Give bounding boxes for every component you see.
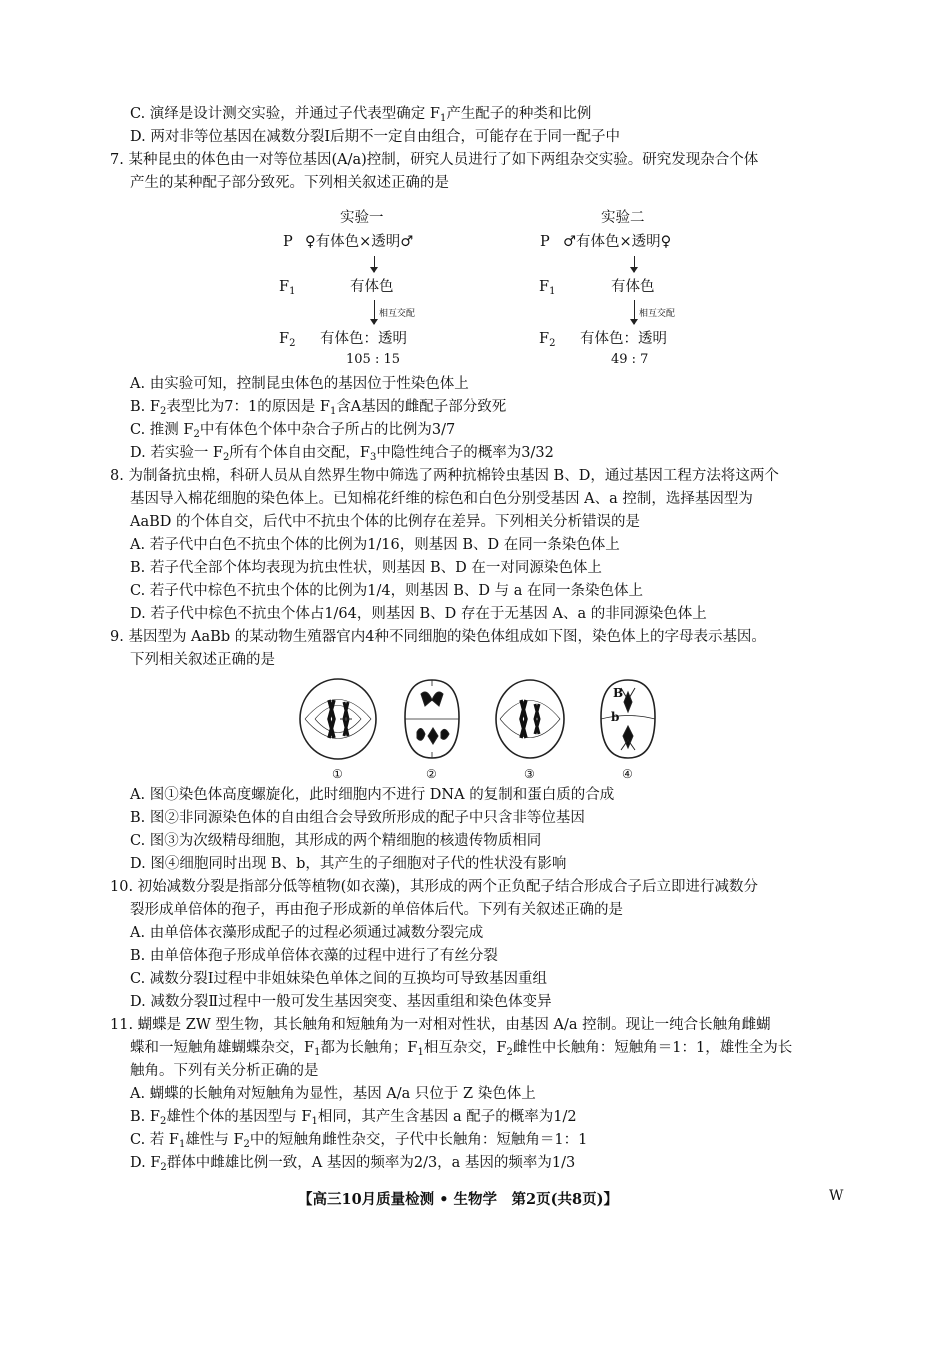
q7-option-c: C. 推测 $F_2$中有体色个体中杂合子所占的比例为3/7 [130,422,456,440]
q8-stem-line2: 基因导入棉花细胞的染色体上。已知棉花纤维的棕色和白色分别受基因 A、a 控制，选择基因型为 [130,491,753,507]
exp1-arrow-1 [374,256,375,272]
q10-option-d: D. 减数分裂Ⅱ过程中一般可发生基因突变、基因重组和染色体变异 [130,994,552,1010]
q9-stem-line2: 下列相关叙述正确的是 [130,652,275,668]
q8-option-c: C. 若子代中棕色不抗虫个体的比例为1/4，则基因 B、D 与 a 在同一条染色体上 [130,583,643,599]
q6-option-d: D. 两对非等位基因在减数分裂Ⅰ后期不一定自由组合，可能存在于同一配子中 [130,129,621,145]
exp2-p-label: P [540,234,550,250]
q7-option-b: B. $F_2$表型比为7：1的原因是 $F_1$含A基因的雌配子部分致死 [130,399,507,417]
q11-option-d: D. $F_2$群体中雌雄比例一致，A 基因的频率为2/3，a 基因的频率为1/3 [130,1155,576,1173]
cell-2-label: ② [426,767,437,781]
q10-option-a: A. 由单倍体衣藻形成配子的过程必须通过减数分裂完成 [130,925,484,941]
q10-stem-line1: 10. 初始减数分裂是指部分低等植物(如衣藻)，其形成的两个正负配子结合形成合子后立即进行减数分 [110,879,758,895]
q7-option-d: D. 若实验一 $F_2$所有个体自由交配，$F_3$中隐性纯合子的概率为3/32 [130,445,554,463]
exp1-ratio: 105 : 15 [346,352,400,367]
q11-stem-line3: 触角。下列有关分析正确的是 [130,1063,319,1079]
q11-option-a: A. 蝴蝶的长触角对短触角为显性，基因 A/a 只位于 Z 染色体上 [130,1086,536,1102]
q8-option-b: B. 若子代全部个体均表现为抗虫性状，则基因 B、D 在一对同源染色体上 [130,560,602,576]
cell-4-letter-b-upper: B [613,686,624,700]
exp1-p-label: P [283,234,293,250]
exp2-f1-label: $F_1$ [539,279,556,297]
exp1-f2-value: 有体色：透明 [320,331,407,347]
q8-option-a: A. 若子代中白色不抗虫个体的比例为1/16，则基因 B、D 在同一条染色体上 [130,537,620,553]
paper-version-code: W [829,1188,844,1204]
exp2-f2-label: $F_2$ [539,331,556,349]
q7-stem-line2: 产生的某种配子部分致死。下列相关叙述正确的是 [130,175,449,191]
q6-option-c: C. 演绎是设计测交实验，并通过子代表型确定 $F_1$产生配子的种类和比例 [130,106,592,124]
exp2-p-cross: ♂有体色×透明♀ [563,234,672,250]
cell-4-label: ④ [622,767,633,781]
cell-4-letter-b-lower: b [611,710,620,724]
exp1-p-cross: ♀有体色×透明♂ [305,234,414,250]
exp1-f1-label: $F_1$ [279,279,296,297]
cell-diagrams [295,672,665,787]
cell-1-label: ① [332,767,343,781]
q8-stem-line3: AaBD 的个体自交，后代中不抗虫个体的比例存在差异。下列相关分析错误的是 [130,514,641,530]
q11-option-b: B. $F_2$雄性个体的基因型与 $F_1$相同，其产生含基因 a 配子的概率为1/2 [130,1109,577,1127]
exp2-arrow-1 [634,256,635,272]
exp1-f1-value: 有体色 [350,279,394,295]
q9-option-a: A. 图①染色体高度螺旋化，此时细胞内不进行 DNA 的复制和蛋白质的合成 [130,787,615,803]
exp2-f1-value: 有体色 [611,279,655,295]
q10-stem-line2: 裂形成单倍体的孢子，再由孢子形成新的单倍体后代。下列有关叙述正确的是 [130,902,623,918]
q9-stem-line1: 9. 基因型为 AaBb 的某动物生殖器官内4种不同细胞的染色体组成如下图，染色体上的字母表示基因。 [110,629,766,645]
exp1-f2-label: $F_2$ [279,331,296,349]
q9-option-b: B. 图②非同源染色体的自由组合会导致所形成的配子中只含非等位基因 [130,810,585,826]
cell-figures-svg [295,672,665,767]
page-footer: 【高三10月质量检测 • 生物学 第2页(共8页)】 [298,1191,618,1208]
q8-option-d: D. 若子代中棕色不抗虫个体占1/64，则基因 B、D 存在于无基因 A、a 的非同源染色体上 [130,606,707,622]
q10-option-c: C. 减数分裂Ⅰ过程中非姐妹染色单体之间的互换均可导致基因重组 [130,971,548,987]
exp2-title: 实验二 [601,210,645,226]
exp1-note: 相互交配 [379,309,416,319]
cell-4-figure [601,680,655,758]
q11-stem-line1: 11. 蝴蝶是 ZW 型生物，其长触角和短触角为一对相对性状，由基因 A/a 控制。现让一纯合长触角雌蝴 [110,1017,771,1033]
q11-stem-line2: 蝶和一短触角雄蝴蝶杂交，$F_1$都为长触角；$F_1$相互杂交，$F_2$雌性中长触角：短触角＝1：1，雄性全为长 [130,1040,793,1058]
exp2-ratio: 49 : 7 [611,352,649,367]
q11-option-c: C. 若 $F_1$雄性与 $F_2$中的短触角雌性杂交，子代中长触角：短触角＝1：1 [130,1132,588,1150]
exp1-arrow-2 [374,300,375,324]
cell-1-figure [300,679,376,759]
cell-2-figure [405,680,459,758]
exp2-f2-value: 有体色：透明 [580,331,667,347]
q7-stem-line1: 7. 某种昆虫的体色由一对等位基因(A/a)控制，研究人员进行了如下两组杂交实验。研究发现杂合个体 [110,152,759,168]
q10-option-b: B. 由单倍体孢子形成单倍体衣藻的过程中进行了有丝分裂 [130,948,498,964]
exp2-arrow-2 [634,300,635,324]
q9-option-c: C. 图③为次级精母细胞，其形成的两个精细胞的核遗传物质相同 [130,833,542,849]
q7-option-a: A. 由实验可知，控制昆虫体色的基因位于性染色体上 [130,376,469,392]
q8-stem-line1: 8. 为制备抗虫棉，科研人员从自然界生物中筛选了两种抗棉铃虫基因 B、D，通过基因工程方法将这两个 [110,468,779,484]
q9-option-d: D. 图④细胞同时出现 B、b，其产生的子细胞对子代的性状没有影响 [130,856,567,872]
cell-3-label: ③ [524,767,535,781]
cell-3-figure [496,680,564,758]
exp2-note: 相互交配 [639,309,676,319]
exp1-title: 实验一 [340,210,384,226]
